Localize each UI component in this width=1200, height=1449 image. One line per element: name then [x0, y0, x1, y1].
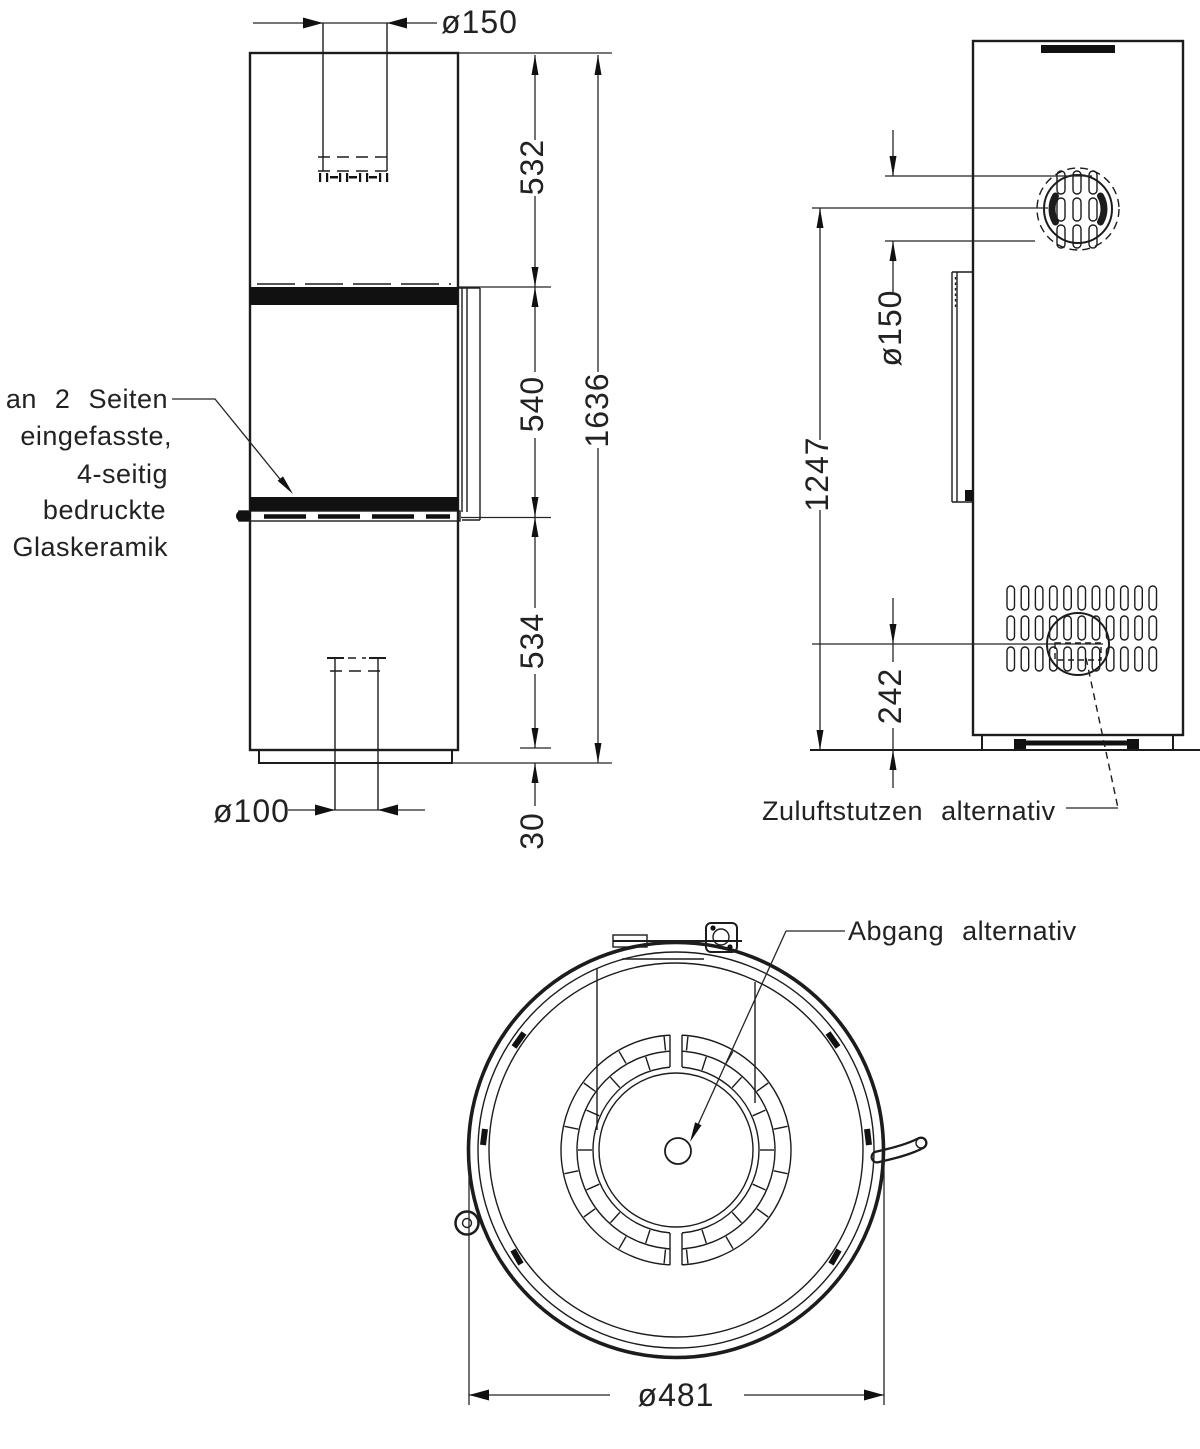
brick-joint	[610, 1077, 619, 1087]
glass-note-line1: an 2 Seiten	[5, 384, 168, 414]
dim-bottom-section-value: 534	[514, 612, 550, 670]
brick-joint	[753, 1110, 766, 1116]
glass-top-frame	[250, 287, 458, 305]
vent-slot	[1106, 586, 1114, 610]
brick-joint	[687, 1037, 688, 1051]
vent-slot	[1135, 586, 1143, 610]
air-inlet-label: Zuluftstutzen alternativ	[762, 796, 1056, 826]
rear-flue-opening	[1037, 168, 1119, 250]
side-plinth-foot	[1014, 739, 1139, 750]
brick-joint	[774, 1171, 788, 1174]
side-glass-edge	[458, 288, 480, 520]
vent-slot	[1035, 616, 1043, 640]
brick-joint	[774, 1126, 788, 1129]
front-view	[6, 4, 615, 850]
vent-slot	[1135, 616, 1143, 640]
rear-flue-grille	[1057, 171, 1097, 248]
brick-joint	[732, 1212, 741, 1222]
glass-bottom-frame	[250, 497, 458, 511]
vent-slot	[1021, 586, 1028, 610]
front-plinth	[259, 750, 452, 763]
glass-note-line2: eingefasste,	[20, 421, 172, 451]
grille-slot	[1073, 225, 1081, 248]
brick-joint	[565, 1126, 579, 1129]
vent-slot	[1149, 647, 1157, 671]
glass-sill	[236, 511, 460, 522]
brick-joint	[687, 1250, 688, 1264]
dim-total-height-value: 1636	[579, 372, 615, 448]
brick-joint	[753, 1184, 766, 1190]
grille-slot	[1073, 198, 1081, 221]
front-flue-pipe	[318, 23, 392, 182]
brick-joint	[565, 1171, 579, 1174]
dim-top-section-value: 532	[514, 138, 550, 196]
vent-slot	[1007, 586, 1015, 610]
brick-joint	[732, 1077, 741, 1087]
arrowhead	[303, 18, 323, 29]
glass-note-line3: 4-seitig	[76, 459, 168, 489]
vent-slot	[1149, 616, 1157, 640]
vent-slot	[1078, 616, 1086, 640]
vent-slot	[1135, 647, 1143, 671]
brick-joint	[702, 1057, 706, 1070]
vent-slot	[1021, 647, 1028, 671]
glass-note-line4: bedruckte	[42, 495, 166, 525]
brick-joint	[646, 1057, 650, 1070]
vent-slot	[1121, 586, 1129, 610]
front-air-stub	[327, 658, 386, 810]
side-view	[762, 41, 1200, 826]
vent-slot	[1007, 616, 1015, 640]
dim-plinth-value: 30	[514, 812, 550, 850]
glass-note-leader	[172, 399, 288, 489]
brick-joint	[702, 1230, 706, 1243]
grille-slot	[1089, 171, 1097, 194]
brick-joint	[584, 1083, 595, 1091]
vent-slot	[1149, 586, 1157, 610]
grille-slot	[1089, 225, 1097, 248]
dim-diameter	[469, 1160, 884, 1413]
vent-slot	[1064, 616, 1072, 640]
flue-collar-hatch	[319, 173, 388, 182]
dim-rear-flue-height-value: 1247	[799, 436, 835, 512]
side-top-vent-slot	[1041, 45, 1115, 53]
dim-flue-top	[253, 4, 518, 40]
vent-slot	[1078, 586, 1086, 610]
vent-slot	[1021, 616, 1028, 640]
vent-slot	[1092, 586, 1100, 610]
brick-joint	[619, 1051, 626, 1063]
brick-joint	[646, 1230, 650, 1243]
brick-joint	[726, 1237, 733, 1249]
grille-slot	[1057, 198, 1065, 221]
top-view	[456, 916, 1077, 1413]
outlet-label: Abgang alternativ	[848, 916, 1077, 946]
vent-slot	[1050, 586, 1058, 610]
dim-air-inlet-height-value: 242	[872, 667, 908, 725]
flue-outlet-circle	[665, 1138, 691, 1164]
dim-diameter-value: ø481	[637, 1377, 715, 1413]
brick-joint	[664, 1250, 665, 1264]
brick-joint	[619, 1237, 626, 1249]
brick-joint	[664, 1037, 665, 1051]
leader-arrowhead	[278, 476, 293, 494]
brick-joint	[757, 1083, 768, 1091]
arrowhead	[387, 18, 407, 29]
hinge-ring	[456, 1212, 479, 1235]
brick-joint	[610, 1212, 619, 1222]
vent-slot	[1121, 647, 1129, 671]
dim-rear-flue-value: ø150	[872, 289, 908, 367]
glass-note-line5: Glaskeramik	[12, 532, 168, 562]
dim-air-stub-value: ø100	[213, 793, 290, 829]
dim-flue-top-value: ø150	[441, 4, 518, 40]
leader-arrowhead	[690, 1122, 702, 1142]
brick-joint	[757, 1209, 768, 1217]
side-glass-pane-edge	[952, 272, 973, 502]
vent-slot	[1035, 586, 1043, 610]
dim-window-value: 540	[514, 375, 550, 433]
vent-slot	[1064, 647, 1072, 671]
vent-slot	[1035, 647, 1043, 671]
vent-slot	[1121, 616, 1129, 640]
front-body-outline	[250, 53, 458, 750]
vent-slot	[1007, 647, 1015, 671]
brick-joint	[587, 1184, 600, 1190]
brick-joint	[584, 1209, 595, 1217]
front-dimensions	[213, 53, 615, 850]
grille-slot	[1089, 198, 1097, 221]
vent-slot	[1064, 586, 1072, 610]
lower-vent-grille	[1007, 586, 1157, 671]
vent-slot	[1078, 647, 1086, 671]
